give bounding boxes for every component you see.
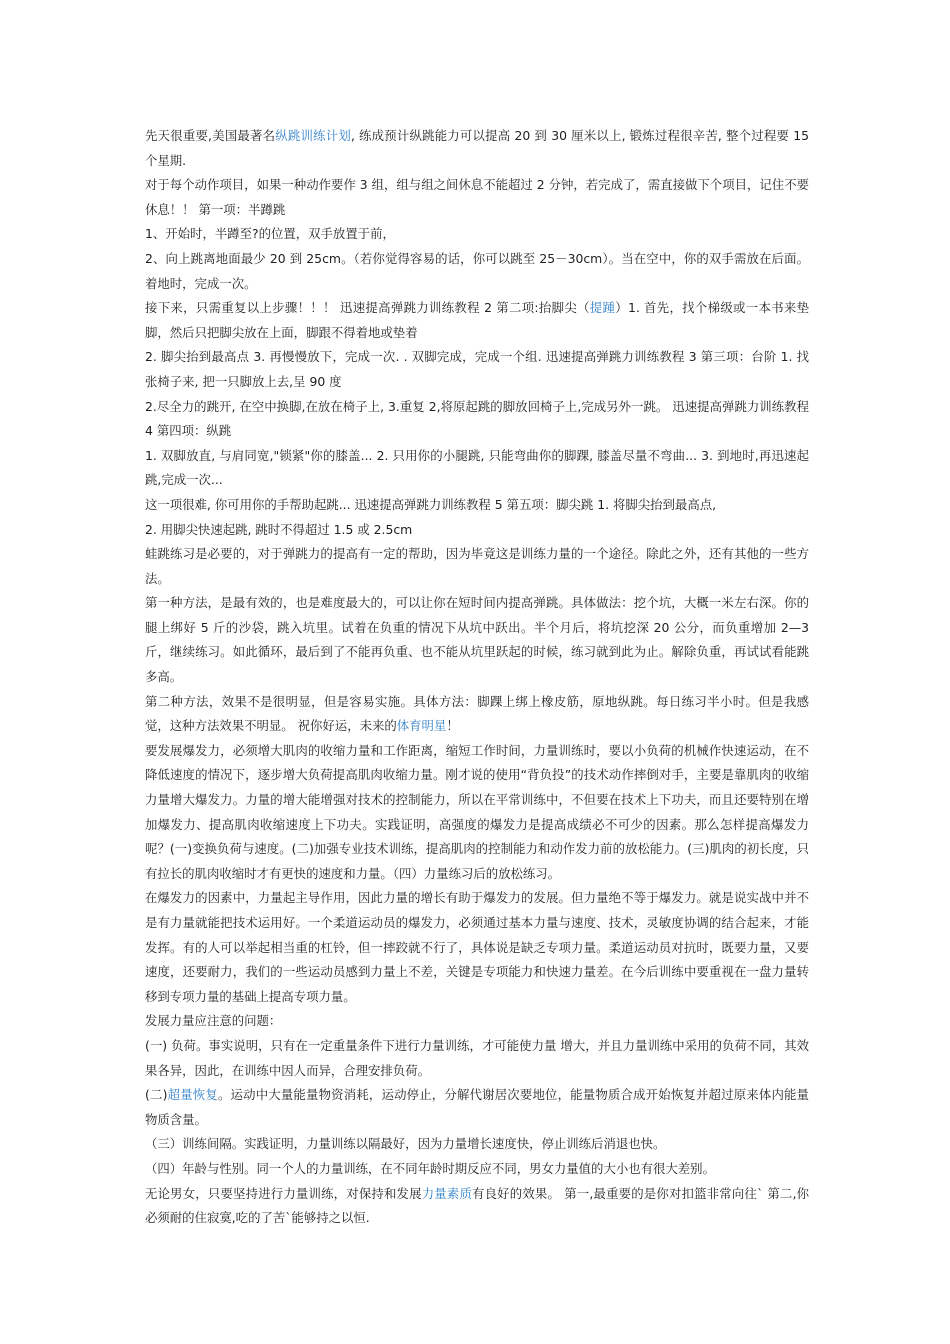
paragraph [145, 345, 809, 394]
text-run: 2. 脚尖抬到最高点 3. 再慢慢放下，完成一次. . 双脚完成，完成一个组. 迅速提高弹跳力训练教程 3 第三项：台阶 1. 找张椅子来, 把一只脚放上去,呈 90 度 [145, 349, 809, 389]
text-run: 。运动中大量能量物资消耗，运动停止，分解代谢居次要地位，能量物质合成开始恢复并超过原来体内能量物质含量。 [145, 1087, 810, 1127]
paragraph [145, 222, 809, 247]
document-body [145, 124, 809, 1231]
text-run: 在爆发力的因素中，力量起主导作用，因此力量的增长有助于爆发力的发展。但力量绝不等于爆发力。就是说实战中并不是有力量就能把技术运用好。一个柔道运动员的爆发力，必须通过基本力量与速度、技术，灵敏度协调的结合起来，才能发挥。有的人可以举起相当重的杠铃，但一摔跤就不行了，具体说是缺乏专项力量。柔道运动员对抗时，既要力量，又要速度，还要耐力，我们的一些运动员感到力量上不差，关键是专项能力和快速力量差。在今后训练中要重视在一盘力量转移到专项力量的基础上提高专项力量。 [145, 890, 809, 1004]
paragraph [145, 1157, 809, 1182]
text-run: 无论男女，只要坚持进行力量训练，对保持和发展 [145, 1185, 422, 1201]
text-run: 1、开始时，半蹲至?的位置，双手放置于前， [145, 226, 395, 242]
paragraph [145, 1009, 809, 1034]
text-run: 2、向上跳离地面最少 20 到 25cm。（若你觉得容易的话，你可以跳至 25－30cm）。当在空中，你的双手需放在后面。着地时，完成一次。 [145, 250, 809, 291]
paragraph [145, 591, 809, 689]
text-run: (一) 负荷。事实说明，只有在一定重量条件下进行力量训练，才可能使力量 增大，并且力量训练中采用的负荷不同，其效果各异，因此，在训练中因人而异，合理安排负荷。 [145, 1037, 809, 1078]
paragraph [145, 739, 809, 887]
paragraph [145, 886, 809, 1009]
link-strength-quality[interactable]: 力量素质 [421, 1185, 473, 1201]
text-run: 先天很重要,美国最著名 [145, 128, 276, 143]
link-heel-raise[interactable]: 提踵 [589, 300, 616, 316]
paragraph [145, 1182, 809, 1231]
link-vertical-jump-plan[interactable]: 纵跳训练计划 [275, 128, 351, 143]
text-run: 第二种方法，效果不是很明显，但是容易实施。具体方法：脚踝上绑上橡皮筋，原地纵跳。每日练习半小时。但是我感觉，这种方法效果不明显。 祝你好运，未来的 [145, 693, 809, 734]
text-run: 1. 双脚放直, 与肩同宽,"锁紧"你的膝盖... 2. 只用你的小腿跳, 只能弯曲你的脚踝, 膝盖尽量不弯曲... 3. 到地时,再迅速起跳,完成一次... [145, 447, 809, 488]
text-run: 2.尽全力的跳开, 在空中换脚,在放在椅子上, 3.重复 2,将原起跳的脚放回椅子上,完成另外一跳。 迅速提高弹跳力训练教程 4 第四项：纵跳 [145, 398, 809, 439]
text-run: , 练成预计纵跳能力可以提高 20 到 30 厘米以上, 锻炼过程很辛苦, 整个过程要 15 个星期. [145, 128, 810, 168]
text-run: 有良好的效果。 第一,最重要的是你对扣篮非常向往` 第二,你必须耐的住寂寞,吃的了苦`能够持之以恒. [145, 1185, 809, 1226]
text-run: （四）年龄与性别。同一个人的力量训练，在不同年龄时期反应不同，男女力量值的大小也有很大差别。 [145, 1160, 715, 1176]
paragraph [145, 296, 809, 345]
text-run: 蛙跳练习是必要的，对于弹跳力的提高有一定的帮助，因为毕竟这是训练力量的一个途径。除此之外，还有其他的一些方法。 [145, 546, 809, 586]
paragraph [145, 124, 809, 173]
paragraph [145, 1034, 809, 1083]
text-run: 这一项很难, 你可用你的手帮助起跳... 迅速提高弹跳力训练教程 5 第五项：脚尖跳 1. 将脚尖抬到最高点, [145, 496, 717, 512]
paragraph [145, 247, 809, 296]
paragraph [145, 493, 809, 518]
text-run: 发展力量应注意的问题： [145, 1013, 282, 1029]
paragraph [145, 518, 809, 543]
paragraph [145, 542, 809, 591]
text-run: 对于每个动作项目，如果一种动作要作 3 组，组与组之间休息不能超过 2 分钟，若完成了，需直接做下个项目，记住不要休息！！ 第一项：半蹲跳 [145, 177, 809, 217]
paragraph [145, 444, 809, 493]
text-run: ）1. 首先，找个梯级或一本书来垫脚，然后只把脚尖放在上面，脚跟不得着地或垫着 [145, 300, 810, 340]
text-run: 2. 用脚尖快速起跳, 跳时不得超过 1.5 或 2.5cm [145, 521, 413, 537]
text-run: ！ [446, 718, 459, 734]
paragraph [145, 690, 809, 739]
paragraph [145, 1132, 809, 1157]
text-run: 要发展爆发力，必须增大肌肉的收缩力量和工作距离，缩短工作时间，力量训练时，要以小负荷的机械作快速运动，在不降低速度的情况下，逐步增大负荷提高肌肉收缩力量。刚才说的使用“背负投”的技术动作摔倒对手，主要是靠肌肉的收缩力量增大爆发力。力量的增大能增强对技术的控制能力，所以在平常训练中，不但要在技术上下功夫，而且还要特别在增加爆发力、提高肌肉收缩速度上下功夫。实践证明，高强度的爆发力是提高成绩必不可少的因素。那么怎样提高爆发力呢？(一)变换负荷与速度。(二)加强专业技术训练，提高肌肉的控制能力和动作发力前的放松能力。(三)肌肉的初长度，只有拉长的肌肉收缩时才有更快的速度和力量。（四）力量练习后的放松练习。 [145, 742, 809, 881]
link-supercompensation[interactable]: 超量恢复 [167, 1087, 218, 1103]
text-run: （三）训练间隔。实践证明，力量训练以隔最好，因为力量增长速度快，停止训练后消退也快。 [145, 1136, 666, 1152]
text-run: 第一种方法，是最有效的，也是难度最大的，可以让你在短时间内提高弹跳。具体做法：挖个坑，大概一米左右深。你的腿上绑好 5 斤的沙袋，跳入坑里。试着在负重的情况下从坑中跃出。半个月后，将坑挖深 20 公分，而负重增加 2—3 斤，继续练习。如此循环，最后到了不能再负重、也不能从坑里跃起的时候，练习就到此为止。解除负重，再试试看能跳多高。 [145, 595, 809, 685]
text-run: 接下来，只需重复以上步骤！！！ 迅速提高弹跳力训练教程 2 第二项:抬脚尖（ [145, 300, 590, 316]
text-run: (二) [145, 1087, 168, 1103]
link-sports-star[interactable]: 体育明星 [396, 718, 447, 734]
paragraph [145, 173, 809, 222]
paragraph [145, 1083, 809, 1132]
paragraph [145, 395, 809, 444]
